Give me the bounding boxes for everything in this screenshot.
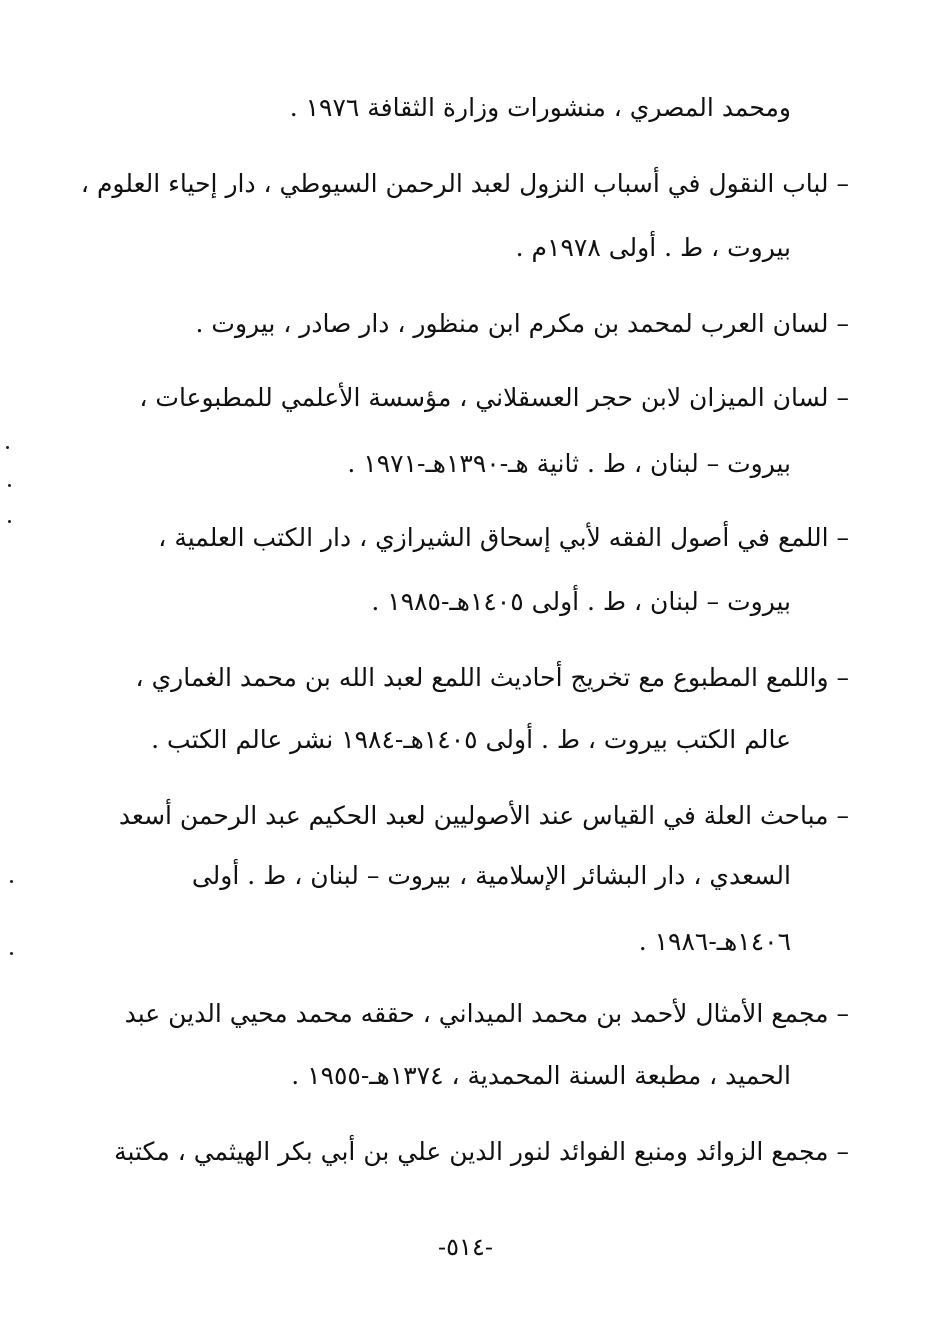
scan-speck [6,446,9,449]
entry-8-line-1: – مجمع الزوائد ومنبع الفوائد لنور الدين علي بن أبي بكر الهيثمي ، مكتبة [114,1137,849,1166]
entry-3-line-1: – لسان الميزان لابن حجر العسقلاني ، مؤسسة الأعلمي للمطبوعات ، [139,383,849,412]
page-number: -٥١٤- [438,1233,493,1261]
entry-7-line-2: الحميد ، مطبعة السنة المحمدية ، ١٣٧٤هـ-١٩٥٥ . [291,1061,791,1090]
scan-speck [10,880,13,883]
scan-speck [8,484,11,487]
entry-1-line-2: بيروت ، ط . أولى ١٩٧٨م . [515,233,791,262]
entry-4-line-2: بيروت – لبنان ، ط . أولى ١٤٠٥هـ-١٩٨٥ . [371,587,791,616]
entry-6-line-3: ١٤٠٦هـ-١٩٨٦ . [638,927,791,956]
entry-6-line-2: السعدي ، دار البشائر الإسلامية ، بيروت – لبنان ، ط . أولى [191,861,791,890]
entry-6-line-1: – مباحث العلة في القياس عند الأصوليين لعبد الحكيم عبد الرحمن أسعد [118,801,849,830]
scan-speck [8,520,11,523]
lead-line: ومحمد المصري ، منشورات وزارة الثقافة ١٩٧٦ . [289,93,791,122]
entry-4-line-1: – اللمع في أصول الفقه لأبي إسحاق الشيرازي ، دار الكتب العلمية ، [158,523,849,552]
entry-7-line-1: – مجمع الأمثال لأحمد بن محمد الميداني ، حققه محمد محيي الدين عبد [124,999,849,1028]
entry-3-line-2: بيروت – لبنان ، ط . ثانية هـ-١٣٩٠هـ-١٩٧١ . [347,449,791,478]
entry-2-line-1: – لسان العرب لمحمد بن مكرم ابن منظور ، دار صادر ، بيروت . [195,309,849,338]
entry-5-line-1: – واللمع المطبوع مع تخريج أحاديث اللمع لعبد الله بن محمد الغماري ، [135,663,849,692]
entry-5-line-2: عالم الكتب بيروت ، ط . أولى ١٤٠٥هـ-١٩٨٤ نشر عالم الكتب . [151,725,791,754]
entry-1-line-1: – لباب النقول في أسباب النزول لعبد الرحمن السيوطي ، دار إحياء العلوم ، [80,169,849,198]
scan-speck [10,952,13,955]
